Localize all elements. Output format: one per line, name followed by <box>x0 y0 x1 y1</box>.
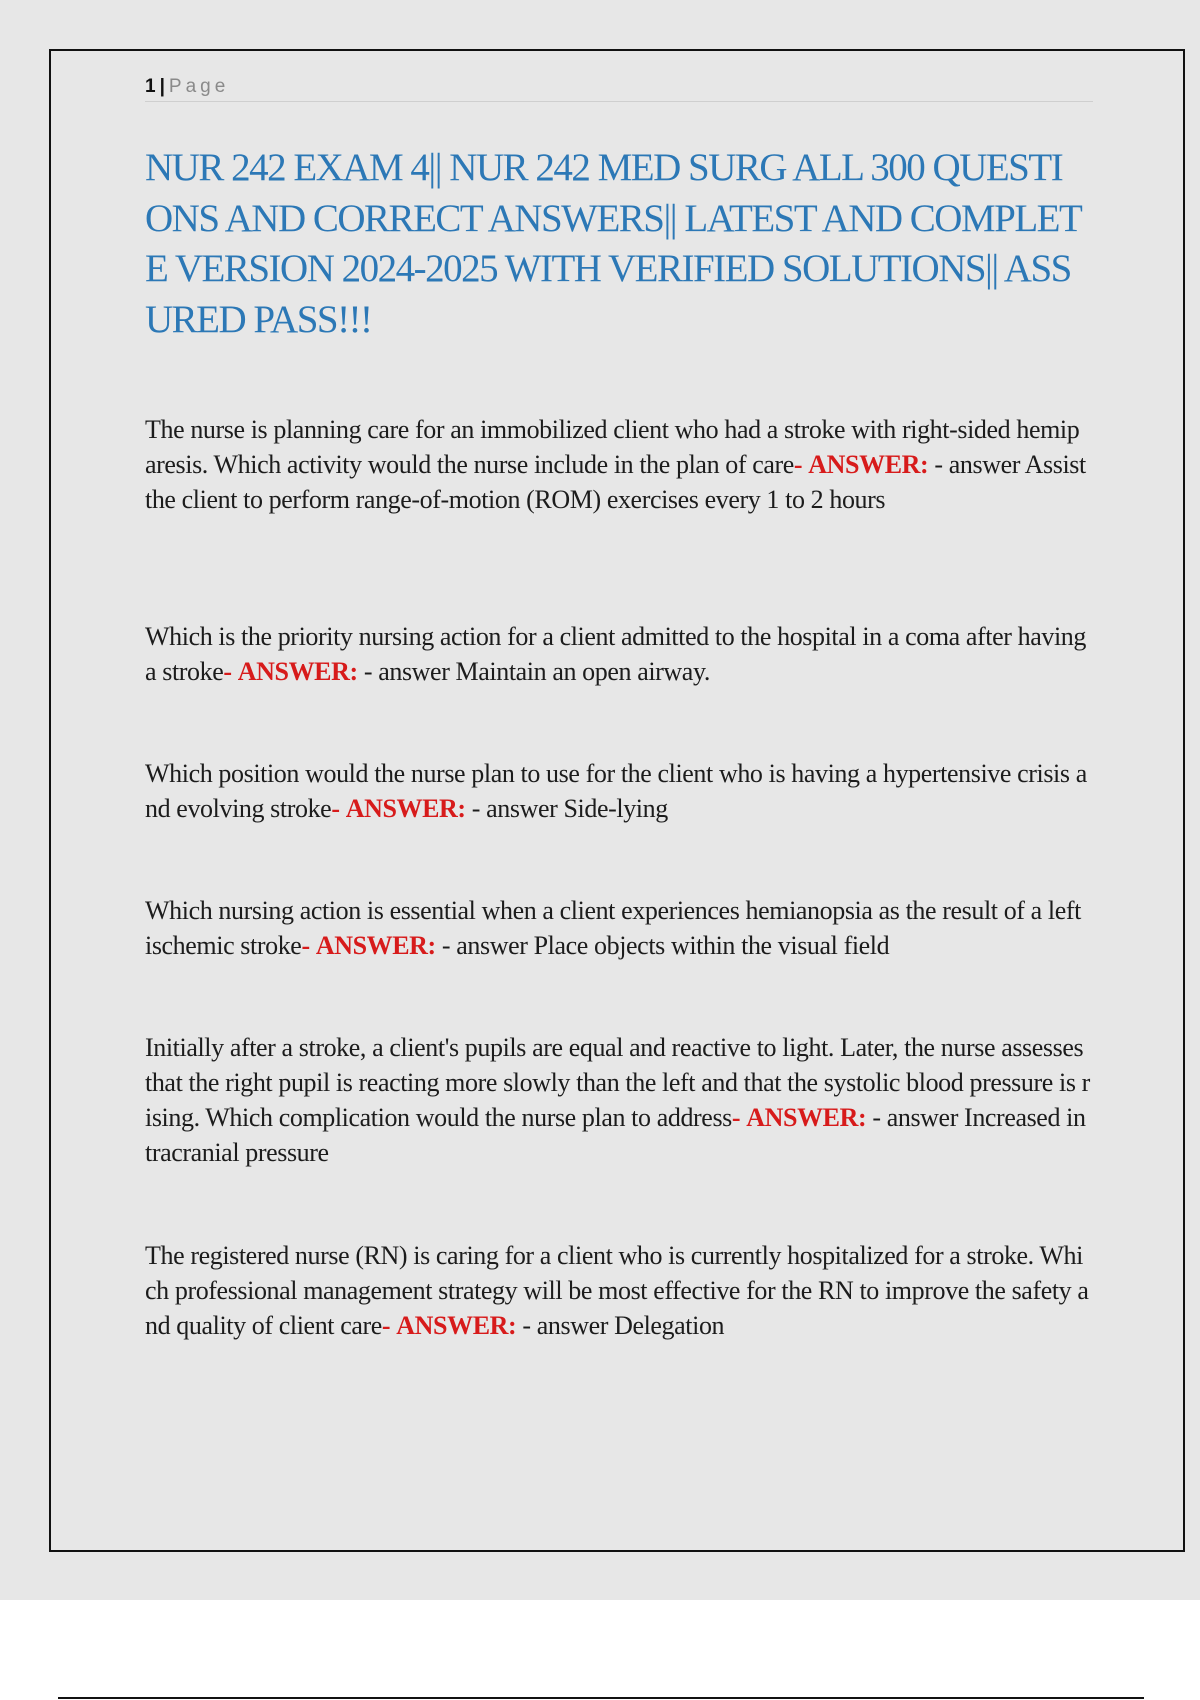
answer-marker: ANSWER: <box>808 450 929 479</box>
footer-rule <box>58 1697 1144 1699</box>
answer-dash: - <box>381 1311 391 1340</box>
question-text: The registered nurse (RN) is caring for a client who is currently hospitalized for a stroke. Which professional management strategy will be most effective for the RN to improve the safety and quality of client care <box>145 1241 1089 1340</box>
header-separator: | <box>159 76 165 97</box>
qa-item-6 <box>145 1238 1090 1343</box>
answer-marker: ANSWER: <box>746 1103 867 1132</box>
answer-dash: - <box>793 450 803 479</box>
answer-text: - answer Side-lying <box>465 794 668 823</box>
answer-dash: - <box>331 794 340 823</box>
answer-text: - answer Maintain an open airway. <box>357 657 710 686</box>
page-number: 1 <box>145 76 156 97</box>
qa-item-2 <box>145 619 1090 689</box>
qa-item-4 <box>145 893 1090 963</box>
page-label: Page <box>168 76 230 97</box>
answer-text: - answer Place objects within the visual field <box>435 931 890 960</box>
answer-marker: ANSWER: <box>237 657 358 686</box>
qa-item-5 <box>145 1030 1090 1170</box>
answer-text: - answer Increased intracranial pressure <box>145 1103 1086 1167</box>
answer-dash: - <box>223 657 232 686</box>
page-header <box>145 72 1093 102</box>
qa-item-1 <box>145 412 1090 517</box>
answer-dash: - <box>301 931 310 960</box>
answer-marker: ANSWER: <box>315 931 436 960</box>
question-text: Which position would the nurse plan to use for the client who is having a hypertensive crisis and evolving stroke <box>145 759 1087 823</box>
qa-item-3 <box>145 756 1090 826</box>
document-title: NUR 242 EXAM 4|| NUR 242 MED SURG ALL 300 QUESTIONS AND CORRECT ANSWERS|| LATEST AND COMPLETE VERSION 2024-2025 WITH VERIFIED SOLUTIONS|| ASSURED PASS!!! <box>145 146 1082 341</box>
answer-text: - answer Delegation <box>516 1311 725 1340</box>
question-text: Which is the priority nursing action for a client admitted to the hospital in a coma after having a stroke <box>145 622 1086 686</box>
answer-marker: ANSWER: <box>396 1311 517 1340</box>
answer-marker: ANSWER: <box>345 794 466 823</box>
question-text: Which nursing action is essential when a client experiences hemianopsia as the result of a left ischemic stroke <box>145 896 1081 960</box>
question-text: Initially after a stroke, a client's pupils are equal and reactive to light. Later, the nurse assesses that the right pupil is reacting more slowly than the left and that the systolic blood pressure is rising. Which complication would the nurse plan to address <box>145 1033 1090 1132</box>
answer-dash: - <box>731 1103 741 1132</box>
answer-text: - answer Assist the client to perform range-of-motion (ROM) exercises every 1 to 2 hours <box>145 450 1086 514</box>
question-text: The nurse is planning care for an immobilized client who had a stroke with right-sided hemiparesis. Which activity would the nurse include in the plan of care <box>145 415 1080 479</box>
